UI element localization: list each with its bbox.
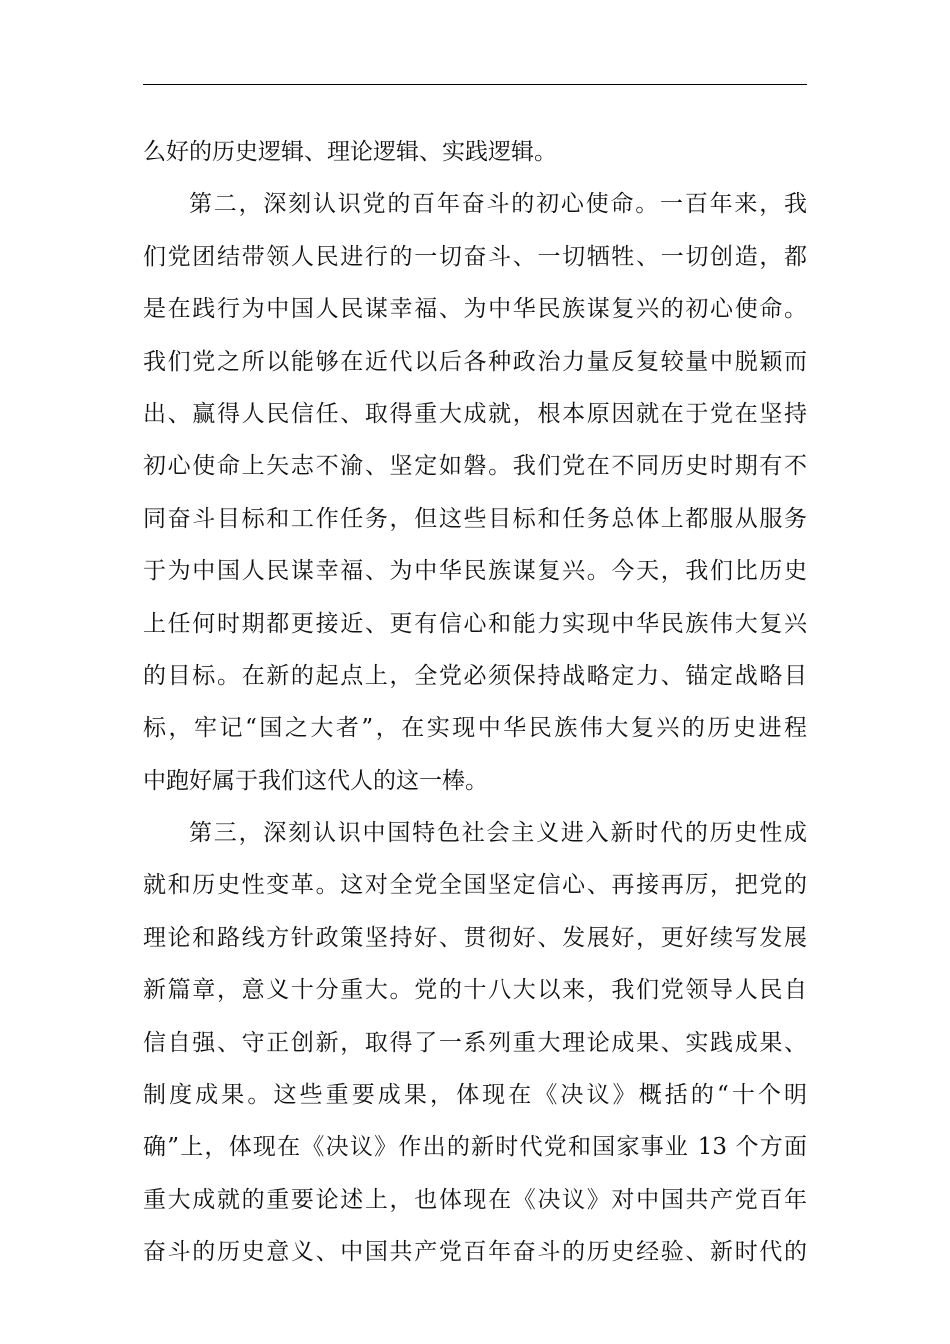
text-line: 信自强、守正创新，取得了一系列重大理论成果、实践成果、 [143, 1029, 807, 1056]
text-line: 初心使命上矢志不渝、坚定如磐。我们党在不同历史时期有不 [143, 453, 807, 480]
text-line: 的目标。在新的起点上，全党必须保持战略定力、锚定战略目 [143, 662, 807, 689]
text-line: 标，牢记“国之大者”，在实现中华民族伟大复兴的历史进程 [143, 715, 807, 742]
header-rule [143, 84, 807, 85]
text-line: 是在践行为中国人民谋幸福、为中华民族谋复兴的初心使命。 [143, 296, 807, 323]
text-line: 中跑好属于我们这代人的这一棒。 [143, 767, 488, 794]
text-line: 制度成果。这些重要成果，体现在《决议》概括的“十个明 [143, 1082, 807, 1109]
text-line: 出、赢得人民信任、取得重大成就，根本原因就在于党在坚持 [143, 400, 807, 427]
text-line: 就和历史性变革。这对全党全国坚定信心、再接再厉，把党的 [143, 872, 807, 899]
text-line: 于为中国人民谋幸福、为中华民族谋复兴。今天，我们比历史 [143, 558, 807, 585]
text-line: 们党团结带领人民进行的一切奋斗、一切牺牲、一切创造，都 [143, 243, 807, 270]
document-body [143, 126, 807, 1279]
text-line: 奋斗的历史意义、中国共产党百年奋斗的历史经验、新时代的 [143, 1239, 807, 1266]
text-line: 新篇章，意义十分重大。党的十八大以来，我们党领导人民自 [143, 977, 807, 1004]
paragraph-start-line: 第二，深刻认识党的百年奋斗的初心使命。一百年来，我 [189, 191, 807, 218]
text-line: 么好的历史逻辑、理论逻辑、实践逻辑。 [143, 139, 557, 165]
text-line: 我们党之所以能够在近代以后各种政治力量反复较量中脱颖而 [143, 348, 807, 375]
paragraph-start-line: 第三，深刻认识中国特色社会主义进入新时代的历史性成 [189, 820, 807, 847]
text-line: 上任何时期都更接近、更有信心和能力实现中华民族伟大复兴 [143, 610, 807, 637]
text-line: 理论和路线方针政策坚持好、贯彻好、发展好，更好续写发展 [143, 924, 807, 951]
text-line: 同奋斗目标和工作任务，但这些目标和任务总体上都服从服务 [143, 505, 807, 532]
text-line: 重大成就的重要论述上，也体现在《决议》对中国共产党百年 [143, 1186, 807, 1213]
text-line: 确”上，体现在《决议》作出的新时代党和国家事业 13 个方面 [143, 1134, 807, 1161]
